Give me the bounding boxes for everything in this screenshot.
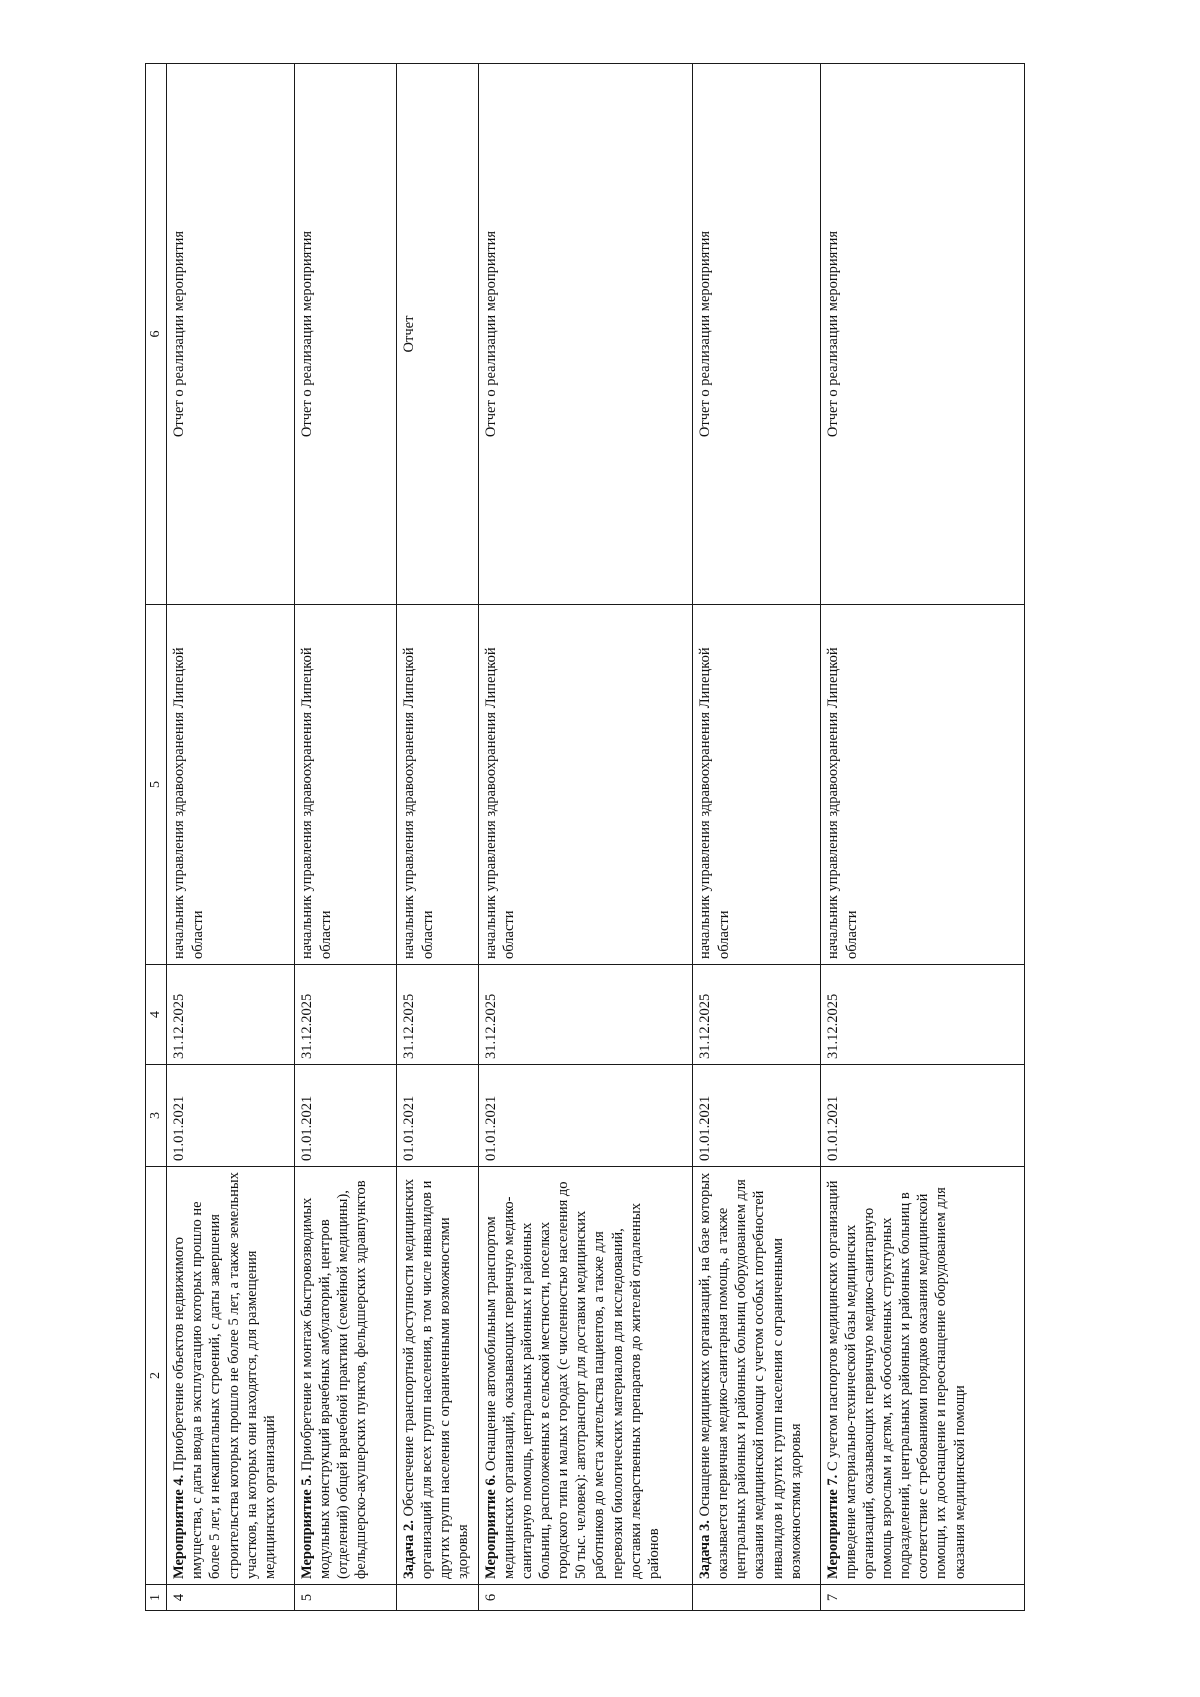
- measure-title: Мероприятие 6.: [482, 1474, 499, 1579]
- responsible-person: начальник управления здравоохранения Липецкой области: [167, 605, 295, 965]
- expected-result: Отчет о реализации мероприятия: [167, 64, 295, 605]
- column-header-1: 1: [146, 1585, 167, 1611]
- end-date: 31.12.2025: [294, 965, 396, 1065]
- start-date: 01.01.2021: [820, 1065, 1024, 1167]
- expected-result: Отчет: [396, 64, 478, 605]
- measure-description: [478, 1167, 692, 1585]
- column-header-4: 4: [146, 965, 167, 1065]
- task-description: [693, 1167, 821, 1585]
- end-date: 31.12.2025: [396, 965, 478, 1065]
- expected-result: Отчет о реализации мероприятия: [294, 64, 396, 605]
- column-header-2: 2: [146, 1167, 167, 1585]
- measure-title: Мероприятие 7.: [824, 1474, 841, 1579]
- table-row: [396, 64, 478, 1611]
- measure-text: Оснащение автомобильным транспортом медицинских организаций, оказывающих первичную медико-санитарную помощь, центральных районных и районных больниц, расположенных в сельской местности, поселках городского типа и малых городах (с численностью населения до 50 тыс. человек): автотранспорт для доставки медицинских работников до места жительства пациентов, а также для перевозки биологических материалов для исследований, доставки лекарственных препаратов до жителей отдаленных районов: [482, 1181, 662, 1579]
- start-date: 01.01.2021: [693, 1065, 821, 1167]
- measures-table: [145, 63, 1025, 1611]
- measure-title: Мероприятие 4.: [171, 1474, 188, 1579]
- row-number: 6: [478, 1585, 692, 1611]
- table-row: [820, 64, 1024, 1611]
- responsible-person: начальник управления здравоохранения Липецкой области: [396, 605, 478, 965]
- row-number: 5: [294, 1585, 396, 1611]
- task-text: Оснащение медицинских организаций, на базе которых оказывается первичная медико-санитарная помощь, а также центральных районных и районных больниц оборудованием для оказания медицинской помощи с учетом особых потребностей инвалидов и других групп населения с ограниченными возможностями здоровья: [697, 1172, 804, 1579]
- table-row: [167, 64, 295, 1611]
- column-header-5: 5: [146, 605, 167, 965]
- end-date: 31.12.2025: [167, 965, 295, 1065]
- measure-text: С учетом паспортов медицинских организаций приведение материально-технической базы медицинских организаций, оказывающих первичную медико-санитарную помощь взрослым и детям, их обособленных структурных подразделений, центральных районных и районных больниц в соответствие с требованиями порядков оказания медицинской помощи, их дооснащение и переоснащение оборудованием для оказания медицинской помощи: [824, 1180, 968, 1579]
- end-date: 31.12.2025: [693, 965, 821, 1065]
- table-row: [478, 64, 692, 1611]
- task-description: [396, 1167, 478, 1585]
- responsible-person: начальник управления здравоохранения Липецкой области: [820, 605, 1024, 965]
- row-number: 4: [167, 1585, 295, 1611]
- column-header-3: 3: [146, 1065, 167, 1167]
- row-number: [693, 1585, 821, 1611]
- measure-description: [294, 1167, 396, 1585]
- measure-title: Мероприятие 5.: [298, 1474, 315, 1579]
- end-date: 31.12.2025: [820, 965, 1024, 1065]
- measure-description: [167, 1167, 295, 1585]
- start-date: 01.01.2021: [294, 1065, 396, 1167]
- responsible-person: начальник управления здравоохранения Липецкой области: [294, 605, 396, 965]
- task-title: Задача 2.: [400, 1520, 417, 1579]
- measure-description: [820, 1167, 1024, 1585]
- task-title: Задача 3.: [697, 1520, 714, 1579]
- table-row: [294, 64, 396, 1611]
- row-number: 7: [820, 1585, 1024, 1611]
- table-row: [693, 64, 821, 1611]
- header-row: [146, 64, 167, 1611]
- column-header-6: 6: [146, 64, 167, 605]
- start-date: 01.01.2021: [167, 1065, 295, 1167]
- expected-result: Отчет о реализации мероприятия: [820, 64, 1024, 605]
- task-text: Обеспечение транспортной доступности медицинских организаций для всех групп населения, в том числе инвалидов и других групп населения с ограниченными возможностями здоровья: [400, 1178, 472, 1579]
- responsible-person: начальник управления здравоохранения Липецкой области: [478, 605, 692, 965]
- row-number: [396, 1585, 478, 1611]
- measure-text: Приобретение объектов недвижимого имущества, с даты ввода в эксплуатацию которых прошло не более 5 лет, и некапитальных строений, с даты завершения строительства которых прошло не более 5 лет, а также земельных участков, на которых они находятся, для размещения медицинских организаций: [171, 1172, 278, 1579]
- end-date: 31.12.2025: [478, 965, 692, 1065]
- start-date: 01.01.2021: [478, 1065, 692, 1167]
- expected-result: Отчет о реализации мероприятия: [478, 64, 692, 605]
- measure-text: Приобретение и монтаж быстровозводимых модульных конструкций врачебных амбулаторий, центров (отделений) общей врачебной практики (семейной медицины), фельдшерско-акушерских пунктов, фельдшерских здравпунктов: [298, 1180, 370, 1579]
- responsible-person: начальник управления здравоохранения Липецкой области: [693, 605, 821, 965]
- start-date: 01.01.2021: [396, 1065, 478, 1167]
- expected-result: Отчет о реализации мероприятия: [693, 64, 821, 605]
